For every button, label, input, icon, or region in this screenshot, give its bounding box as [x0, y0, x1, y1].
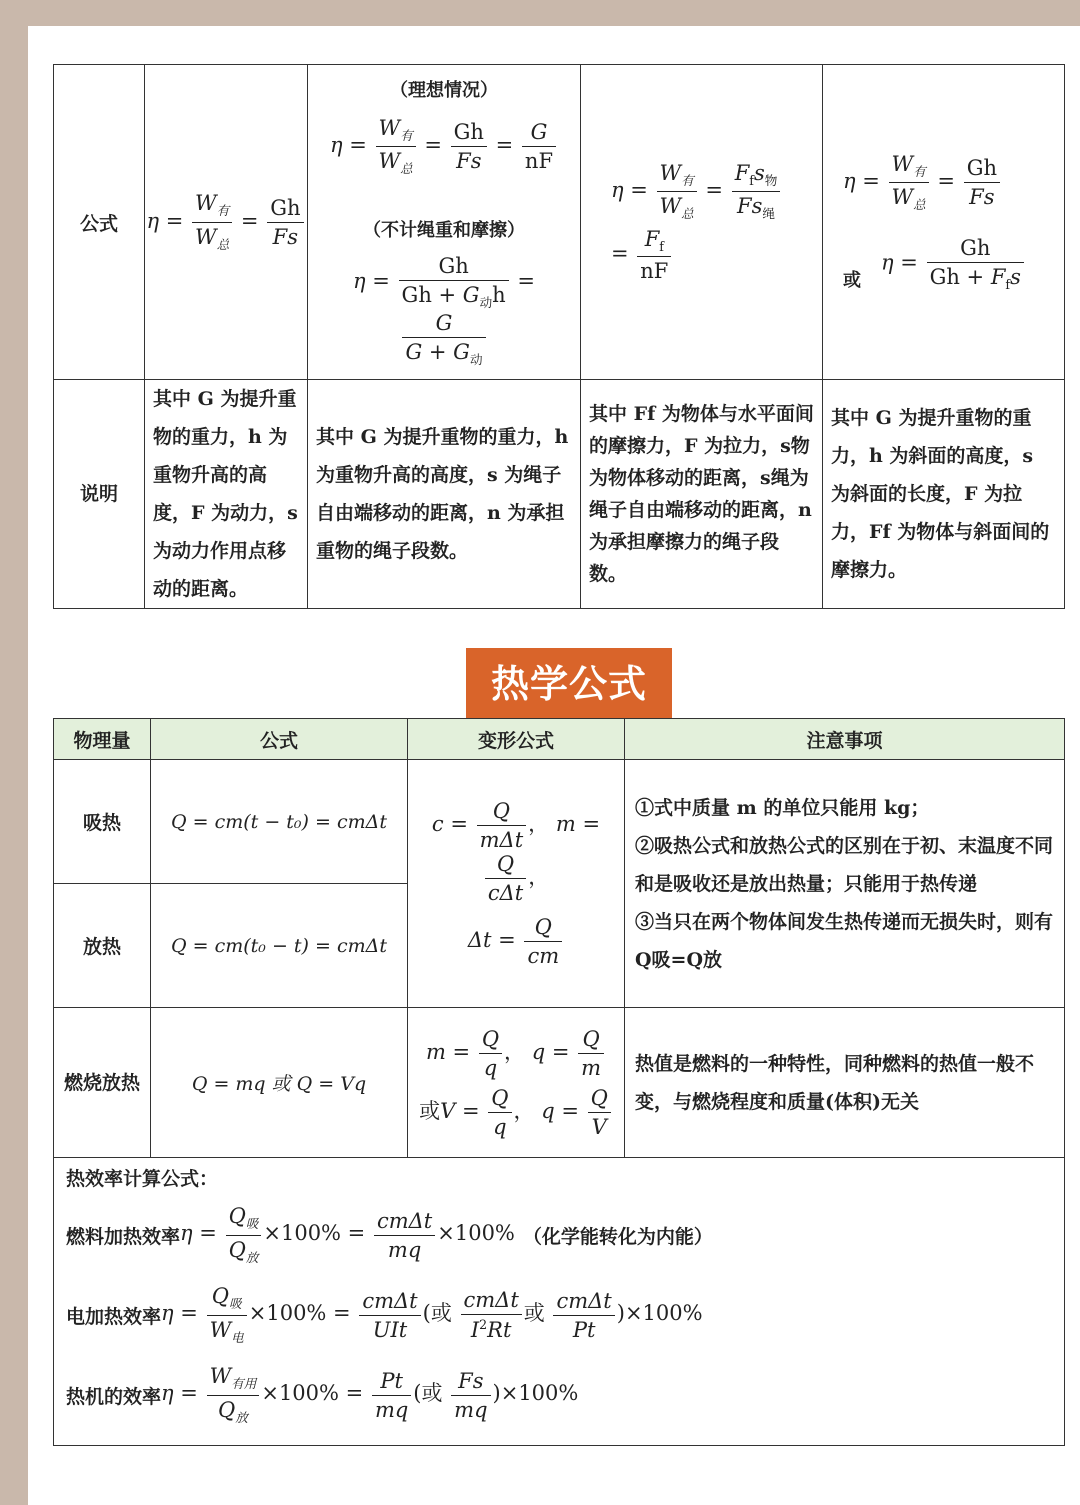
header-quantity: 物理量	[54, 719, 151, 760]
pulley-formula-cell	[308, 65, 581, 380]
heat-note-2: ②吸热公式和放热公式的区别在于初、末温度不同和是吸收还是放出热量；只能用于热传递	[635, 834, 1054, 895]
formula-row	[54, 65, 1065, 380]
combustion-row	[54, 1008, 1065, 1158]
quantity-combustion: 燃烧放热	[54, 1008, 151, 1158]
no-friction-label: （不计绳重和摩擦）	[363, 219, 525, 241]
formula-header: 公式	[54, 65, 145, 380]
engine-eff-formula: η = $W_{有用}$ $Q_放$ ×100% = $\frac{Pt}{mq}$ (或 $\frac{Fs}{mq}$ )×100%	[161, 1364, 579, 1425]
formula-release: Q = cm(t₀ − t) = cmΔt	[151, 884, 408, 1008]
fuel-eff-formula: η = $Q_吸$ $Q_放$ ×100% = cmΔt mq ×100%	[180, 1204, 515, 1265]
formula-combustion: Q = mq 或 Q = Vq	[151, 1008, 408, 1158]
quantity-absorb: 吸热	[54, 760, 151, 884]
engine-eff-label: 热机的效率	[66, 1385, 162, 1408]
pulley-no-friction-formula: η = Gh $Gh + G_动h$ = G $G + G_动$	[353, 253, 535, 367]
horizontal-formula-2: = $\frac{F_f}{nF}$	[611, 227, 821, 283]
desc-header: 说明	[54, 380, 145, 609]
incline-description: 其中 G 为提升重物的重力，h 为斜面的高度，s 为斜面的长度，F 为拉力，Ff 为物体与斜面间的摩擦力。	[823, 380, 1065, 609]
fuel-note: 热值是燃料的一种特性，同种燃料的热值一般不变，与燃烧程度和质量(体积)无关	[625, 1008, 1065, 1158]
heat-table-header-row	[54, 719, 1065, 760]
lever-formula-cell	[145, 65, 308, 380]
incline-formula-2: 或 η = Gh $Gh + F_fs$	[843, 236, 1063, 292]
section-title: 热学公式	[466, 648, 672, 720]
derived-dt: Δt = $\frac{Q}{cm}$	[409, 915, 623, 968]
heat-note-1: ①式中质量 m 的单位只能用 kg；	[635, 796, 930, 819]
fuel-efficiency-line	[66, 1195, 1052, 1275]
elec-eff-label: 电加热效率	[66, 1305, 162, 1328]
description-row	[54, 380, 1065, 609]
fuel-eff-note: （化学能转化为内能）	[522, 1225, 713, 1248]
derived-c-m: c = Q mΔt ， m = Q cΔt ，	[431, 799, 601, 905]
horizontal-pulley-description: 其中 Ff 为物体与水平面间的摩擦力，F 为拉力，s物为物体移动的距离，s绳为绳子自由端移动的距离，n 为承担摩擦力的绳子段数。	[581, 380, 823, 609]
mechanics-efficiency-table	[53, 64, 1065, 609]
lever-formula: η = $W_有$ $W_总$ = $\frac{Gh}{Fs}$	[147, 209, 306, 233]
efficiency-row	[54, 1158, 1065, 1446]
fuel-eff-label: 燃料加热效率	[66, 1225, 181, 1248]
heat-formula-table	[53, 718, 1065, 1446]
elec-eff-formula: η = $Q_吸$ $W_电$ ×100% = cmΔt UIt (或 cmΔt $I^2Rt$ 或 cmΔt Pt )×100%	[161, 1284, 703, 1345]
heat-notes	[625, 760, 1065, 1008]
engine-efficiency-line	[66, 1355, 1052, 1435]
efficiency-title: 热效率计算公式：	[66, 1168, 219, 1190]
derived-formulas	[408, 760, 625, 1008]
derived-m-q: m = $\frac{Q}{q}$ ， q = $\frac{Q}{m}$	[409, 1027, 623, 1080]
ideal-label: （理想情况）	[390, 80, 498, 102]
pulley-ideal-formula: η = $W_有$ $W_总$ = $\frac{Gh}{Fs}$ = $\frac{G}{nF}$	[309, 116, 579, 177]
lever-description: 其中 G 为提升重物的重力，h 为重物升高的高度，F 为动力，s 为动力作用点移动的距离。	[145, 380, 308, 609]
quantity-release: 放热	[54, 884, 151, 1008]
efficiency-cell	[54, 1158, 1065, 1446]
pulley-description: 其中 G 为提升重物的重力，h 为重物升高的高度，s 为绳子自由端移动的距离，n 为承担重物的绳子段数。	[308, 380, 581, 609]
incline-formula-1: η = $W_有$ $W_总$ = $\frac{Gh}{Fs}$	[843, 152, 1063, 213]
header-derived: 变形公式	[408, 719, 625, 760]
derived-combustion	[408, 1008, 625, 1158]
heat-absorb-row	[54, 760, 1065, 884]
or-label: 或	[843, 269, 861, 291]
header-notes: 注意事项	[625, 719, 1065, 760]
derived-v-q: 或V = $\frac{Q}{q}$ ， q = $\frac{Q}{V}$	[409, 1086, 623, 1139]
formula-absorb: Q = cm(t − t₀) = cmΔt	[151, 760, 408, 884]
horizontal-pulley-formula-cell	[581, 65, 823, 380]
elec-efficiency-line	[66, 1275, 1052, 1355]
horizontal-formula-1: η = $W_有$ $W_总$ = $F_fs_物$ $Fs_绳$	[611, 161, 821, 222]
heat-note-3: ③当只在两个物体间发生热传递而无损失时，则有 Q吸=Q放	[635, 910, 1054, 971]
header-formula: 公式	[151, 719, 408, 760]
incline-formula-cell	[823, 65, 1065, 380]
